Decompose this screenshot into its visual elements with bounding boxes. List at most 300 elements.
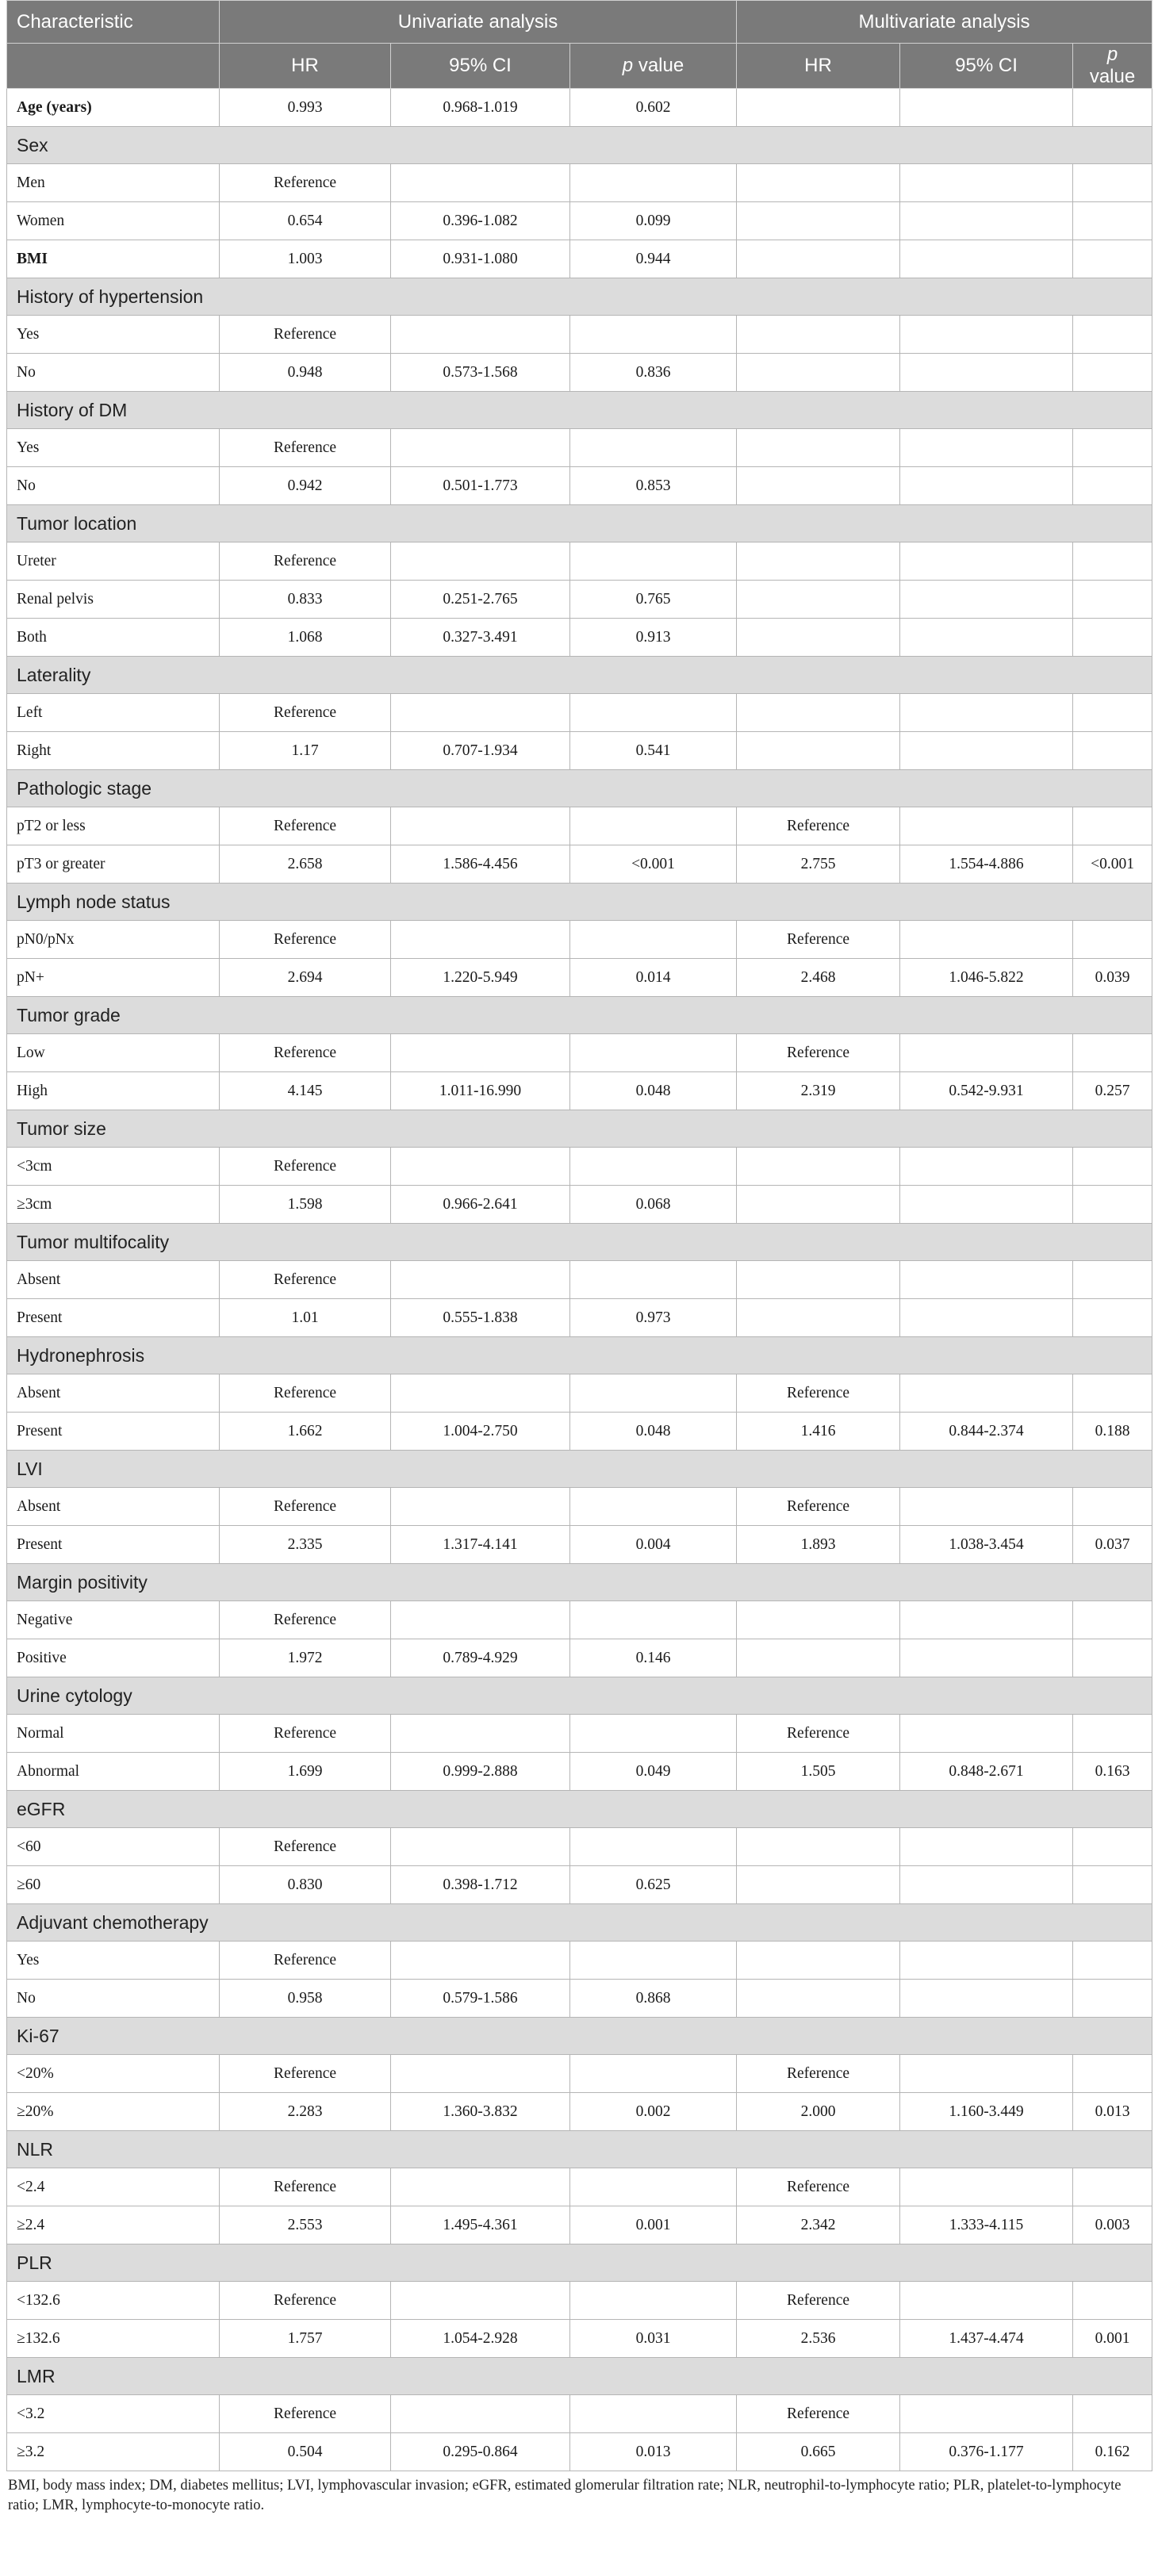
multi-p-cell — [1073, 429, 1152, 467]
table-row — [7, 429, 1152, 467]
multi-p-header — [1073, 44, 1152, 89]
p-italic: p — [622, 55, 634, 76]
multi-ci-cell — [900, 1261, 1073, 1299]
group-header-row — [7, 2131, 1152, 2168]
uni-ci-cell — [391, 1601, 570, 1639]
uni-hr-cell: 1.01 — [220, 1299, 391, 1337]
uni-hr-cell: Reference — [220, 316, 391, 354]
uni-ci-cell — [391, 164, 570, 202]
multi-hr-cell — [737, 202, 900, 240]
table-row — [7, 694, 1152, 732]
row-label: No — [7, 1980, 220, 2018]
multi-hr-cell: Reference — [737, 2168, 900, 2206]
uni-ci-cell: 0.968-1.019 — [391, 89, 570, 127]
multi-ci-cell — [900, 1148, 1073, 1186]
row-label: Both — [7, 619, 220, 657]
multi-ci-cell — [900, 1866, 1073, 1904]
uni-p-cell: 0.013 — [570, 2433, 737, 2471]
group-header-row — [7, 884, 1152, 921]
group-label: NLR — [7, 2131, 1152, 2168]
group-header-row — [7, 2358, 1152, 2395]
multi-ci-cell — [900, 1639, 1073, 1677]
group-header-row — [7, 1337, 1152, 1374]
p-rest: value — [633, 55, 684, 76]
multi-ci-cell: 0.848-2.671 — [900, 1753, 1073, 1791]
table-footnote: BMI, body mass index; DM, diabetes mellitus; LVI, lymphovascular invasion; eGFR, estimated glomerular filtration rate; NLR, neutrophil-to-lymphocyte ratio; PLR, platelet-to-lymphocyte ratio; LMR, lymphocyte-to-monocyte ratio. — [8, 2478, 1122, 2513]
multi-ci-cell: 1.046-5.822 — [900, 959, 1073, 997]
multi-p-cell — [1073, 2055, 1152, 2093]
uni-p-cell: 0.602 — [570, 89, 737, 127]
multi-ci-cell — [900, 1601, 1073, 1639]
group-label: Urine cytology — [7, 1677, 1152, 1715]
uni-ci-cell: 1.317-4.141 — [391, 1526, 570, 1564]
multi-hr-cell — [737, 1186, 900, 1224]
multi-hr-cell — [737, 1942, 900, 1980]
row-label: ≥3cm — [7, 1186, 220, 1224]
multi-p-cell — [1073, 1980, 1152, 2018]
multi-p-cell — [1073, 354, 1152, 392]
multi-hr-cell: 1.416 — [737, 1413, 900, 1451]
uni-ci-cell: 0.396-1.082 — [391, 202, 570, 240]
multi-hr-cell — [737, 581, 900, 619]
multi-hr-cell: 0.665 — [737, 2433, 900, 2471]
group-header-row — [7, 1451, 1152, 1488]
multi-ci-cell: 0.376-1.177 — [900, 2433, 1073, 2471]
uni-hr-cell: 0.993 — [220, 89, 391, 127]
uni-ci-cell: 0.931-1.080 — [391, 240, 570, 278]
uni-p-cell: 0.146 — [570, 1639, 737, 1677]
uni-p-cell — [570, 1715, 737, 1753]
uni-hr-cell: 1.972 — [220, 1639, 391, 1677]
row-label: ≥20% — [7, 2093, 220, 2131]
multi-ci-cell — [900, 2395, 1073, 2433]
row-label: pN0/pNx — [7, 921, 220, 959]
group-header-row — [7, 1224, 1152, 1261]
univariate-header: Univariate analysis — [220, 1, 737, 44]
group-label: Ki-67 — [7, 2018, 1152, 2055]
row-label: Positive — [7, 1639, 220, 1677]
table-row — [7, 807, 1152, 845]
multi-hr-cell: Reference — [737, 1374, 900, 1413]
multi-p-cell — [1073, 2395, 1152, 2433]
uni-p-cell — [570, 2168, 737, 2206]
multi-hr-cell — [737, 1866, 900, 1904]
multi-hr-cell: Reference — [737, 1715, 900, 1753]
multi-hr-cell — [737, 1828, 900, 1866]
uni-hr-cell: Reference — [220, 2168, 391, 2206]
group-label: Adjuvant chemotherapy — [7, 1904, 1152, 1942]
table-container — [6, 0, 1152, 2516]
multi-p-cell — [1073, 542, 1152, 581]
uni-hr-cell: 1.757 — [220, 2320, 391, 2358]
multi-ci-cell — [900, 1980, 1073, 2018]
multi-ci-cell: 0.542-9.931 — [900, 1072, 1073, 1110]
multi-p-cell — [1073, 240, 1152, 278]
uni-hr-cell: Reference — [220, 1601, 391, 1639]
uni-hr-cell: 2.335 — [220, 1526, 391, 1564]
group-header-row — [7, 127, 1152, 164]
multi-p-cell — [1073, 581, 1152, 619]
row-label: pN+ — [7, 959, 220, 997]
multi-ci-cell — [900, 1299, 1073, 1337]
multi-ci-cell: 1.038-3.454 — [900, 1526, 1073, 1564]
multi-ci-header: 95% CI — [900, 44, 1073, 89]
characteristic-header: Characteristic — [7, 1, 220, 44]
uni-hr-cell: Reference — [220, 1942, 391, 1980]
uni-hr-cell: 2.694 — [220, 959, 391, 997]
multi-hr-cell — [737, 1261, 900, 1299]
uni-hr-cell: 1.17 — [220, 732, 391, 770]
row-label: BMI — [7, 240, 220, 278]
multi-p-cell — [1073, 1261, 1152, 1299]
uni-hr-cell: Reference — [220, 2055, 391, 2093]
uni-p-cell: 0.004 — [570, 1526, 737, 1564]
uni-hr-cell: Reference — [220, 2395, 391, 2433]
multi-ci-cell: 0.844-2.374 — [900, 1413, 1073, 1451]
table-row — [7, 1186, 1152, 1224]
uni-ci-cell: 0.555-1.838 — [391, 1299, 570, 1337]
uni-p-cell — [570, 542, 737, 581]
uni-p-cell: 0.031 — [570, 2320, 737, 2358]
row-label: <3.2 — [7, 2395, 220, 2433]
row-label: ≥3.2 — [7, 2433, 220, 2471]
multi-p-cell — [1073, 1034, 1152, 1072]
multi-p-cell — [1073, 164, 1152, 202]
multi-p-cell — [1073, 619, 1152, 657]
table-row — [7, 542, 1152, 581]
uni-hr-cell: Reference — [220, 694, 391, 732]
multi-hr-cell — [737, 1601, 900, 1639]
multi-ci-cell — [900, 2168, 1073, 2206]
multi-ci-cell — [900, 316, 1073, 354]
row-label: Negative — [7, 1601, 220, 1639]
table-row — [7, 2282, 1152, 2320]
multi-hr-cell: Reference — [737, 807, 900, 845]
uni-p-cell: 0.068 — [570, 1186, 737, 1224]
uni-hr-cell: 1.598 — [220, 1186, 391, 1224]
uni-hr-cell: 2.283 — [220, 2093, 391, 2131]
uni-hr-header: HR — [220, 44, 391, 89]
uni-p-cell: 0.049 — [570, 1753, 737, 1791]
table-row — [7, 1639, 1152, 1677]
row-label: Absent — [7, 1374, 220, 1413]
multi-p-cell — [1073, 732, 1152, 770]
multi-ci-cell — [900, 619, 1073, 657]
uni-hr-cell: Reference — [220, 921, 391, 959]
table-row — [7, 581, 1152, 619]
uni-ci-cell: 0.999-2.888 — [391, 1753, 570, 1791]
group-header-row — [7, 657, 1152, 694]
uni-p-cell: 0.944 — [570, 240, 737, 278]
table-row — [7, 240, 1152, 278]
uni-ci-cell — [391, 316, 570, 354]
uni-p-cell — [570, 164, 737, 202]
group-label: Pathologic stage — [7, 770, 1152, 807]
uni-hr-cell: 1.003 — [220, 240, 391, 278]
uni-p-cell — [570, 1148, 737, 1186]
uni-ci-cell: 0.707-1.934 — [391, 732, 570, 770]
table-row — [7, 2320, 1152, 2358]
multi-p-cell — [1073, 316, 1152, 354]
group-header-row — [7, 2018, 1152, 2055]
uni-hr-cell: 0.504 — [220, 2433, 391, 2471]
row-label: ≥60 — [7, 1866, 220, 1904]
uni-hr-cell: 1.699 — [220, 1753, 391, 1791]
multi-ci-cell — [900, 542, 1073, 581]
multi-p-cell — [1073, 921, 1152, 959]
row-label: Yes — [7, 1942, 220, 1980]
multi-hr-cell — [737, 542, 900, 581]
multi-p-cell — [1073, 1828, 1152, 1866]
uni-p-cell: 0.048 — [570, 1413, 737, 1451]
uni-p-cell: 0.002 — [570, 2093, 737, 2131]
multi-ci-cell — [900, 1034, 1073, 1072]
multi-p-cell: 0.003 — [1073, 2206, 1152, 2244]
row-label: Men — [7, 164, 220, 202]
multi-p-cell — [1073, 2168, 1152, 2206]
multi-hr-cell — [737, 619, 900, 657]
row-label: pT3 or greater — [7, 845, 220, 884]
table-row — [7, 1866, 1152, 1904]
multi-ci-cell: 1.160-3.449 — [900, 2093, 1073, 2131]
uni-hr-cell: Reference — [220, 164, 391, 202]
uni-hr-cell: Reference — [220, 1034, 391, 1072]
table-row — [7, 1413, 1152, 1451]
multi-p-cell: 0.257 — [1073, 1072, 1152, 1110]
uni-p-cell — [570, 1828, 737, 1866]
multi-hr-cell — [737, 694, 900, 732]
multi-p-cell — [1073, 1488, 1152, 1526]
multi-ci-cell — [900, 2055, 1073, 2093]
table-row — [7, 619, 1152, 657]
multi-p-cell — [1073, 1374, 1152, 1413]
uni-p-cell — [570, 2395, 737, 2433]
table-row — [7, 1715, 1152, 1753]
multi-p-cell — [1073, 1639, 1152, 1677]
uni-ci-cell — [391, 921, 570, 959]
multi-ci-cell — [900, 1374, 1073, 1413]
multi-ci-cell: 1.333-4.115 — [900, 2206, 1073, 2244]
uni-p-cell — [570, 1488, 737, 1526]
uni-ci-cell: 0.295-0.864 — [391, 2433, 570, 2471]
table-row — [7, 1753, 1152, 1791]
multivariate-header: Multivariate analysis — [737, 1, 1152, 44]
multi-p-cell — [1073, 1601, 1152, 1639]
uni-p-cell — [570, 921, 737, 959]
group-label: Margin positivity — [7, 1564, 1152, 1601]
uni-hr-cell: 1.662 — [220, 1413, 391, 1451]
uni-ci-cell: 0.501-1.773 — [391, 467, 570, 505]
uni-ci-cell — [391, 542, 570, 581]
group-header-row — [7, 392, 1152, 429]
uni-ci-cell — [391, 2395, 570, 2433]
multi-p-cell — [1073, 2282, 1152, 2320]
group-header-row — [7, 1677, 1152, 1715]
uni-p-cell — [570, 1374, 737, 1413]
multi-ci-cell — [900, 694, 1073, 732]
uni-ci-cell: 1.011-16.990 — [391, 1072, 570, 1110]
uni-ci-cell: 0.398-1.712 — [391, 1866, 570, 1904]
group-header-row — [7, 2244, 1152, 2282]
multi-p-cell: 0.163 — [1073, 1753, 1152, 1791]
multi-ci-cell — [900, 581, 1073, 619]
row-label: Present — [7, 1299, 220, 1337]
group-label: LMR — [7, 2358, 1152, 2395]
multi-ci-cell — [900, 164, 1073, 202]
uni-p-cell: 0.014 — [570, 959, 737, 997]
uni-p-cell: 0.836 — [570, 354, 737, 392]
group-label: LVI — [7, 1451, 1152, 1488]
uni-p-cell: 0.625 — [570, 1866, 737, 1904]
table-row — [7, 316, 1152, 354]
multi-p-cell: 0.037 — [1073, 1526, 1152, 1564]
uni-ci-cell — [391, 2168, 570, 2206]
uni-ci-cell — [391, 1942, 570, 1980]
uni-ci-cell — [391, 1828, 570, 1866]
multi-p-cell — [1073, 694, 1152, 732]
multi-ci-cell — [900, 1715, 1073, 1753]
multi-p-cell: 0.001 — [1073, 2320, 1152, 2358]
uni-ci-cell — [391, 1148, 570, 1186]
multi-ci-cell — [900, 429, 1073, 467]
multi-hr-cell — [737, 1148, 900, 1186]
uni-p-cell — [570, 429, 737, 467]
uni-hr-cell: Reference — [220, 1828, 391, 1866]
table-row — [7, 732, 1152, 770]
table-row — [7, 1488, 1152, 1526]
multi-ci-cell: 1.554-4.886 — [900, 845, 1073, 884]
uni-ci-cell — [391, 2282, 570, 2320]
multi-hr-cell: 2.319 — [737, 1072, 900, 1110]
group-label: PLR — [7, 2244, 1152, 2282]
table-row — [7, 164, 1152, 202]
uni-hr-cell: Reference — [220, 1374, 391, 1413]
uni-hr-cell: 4.145 — [220, 1072, 391, 1110]
row-label: Yes — [7, 316, 220, 354]
multi-p-cell — [1073, 807, 1152, 845]
group-header-row — [7, 1110, 1152, 1148]
uni-ci-cell — [391, 1374, 570, 1413]
table-row — [7, 1261, 1152, 1299]
uni-hr-cell: 0.942 — [220, 467, 391, 505]
uni-ci-cell — [391, 694, 570, 732]
multi-hr-cell: Reference — [737, 1034, 900, 1072]
row-label: Normal — [7, 1715, 220, 1753]
multi-hr-cell — [737, 732, 900, 770]
multi-p-cell — [1073, 1715, 1152, 1753]
uni-ci-cell — [391, 2055, 570, 2093]
multi-hr-cell: Reference — [737, 921, 900, 959]
multi-p-cell — [1073, 1942, 1152, 1980]
table-row — [7, 1299, 1152, 1337]
group-label: Laterality — [7, 657, 1152, 694]
uni-ci-cell — [391, 1488, 570, 1526]
multi-hr-cell: 2.000 — [737, 2093, 900, 2131]
group-label: Hydronephrosis — [7, 1337, 1152, 1374]
p-rest: value — [1089, 66, 1136, 87]
uni-p-cell: 0.099 — [570, 202, 737, 240]
multi-p-cell — [1073, 1866, 1152, 1904]
table-row — [7, 2093, 1152, 2131]
multi-hr-cell — [737, 89, 900, 127]
uni-hr-cell: 1.068 — [220, 619, 391, 657]
row-label: Left — [7, 694, 220, 732]
table-row — [7, 1526, 1152, 1564]
group-label: Tumor multifocality — [7, 1224, 1152, 1261]
row-label: Yes — [7, 429, 220, 467]
uni-p-cell — [570, 1942, 737, 1980]
table-row — [7, 1942, 1152, 1980]
uni-hr-cell: 0.958 — [220, 1980, 391, 2018]
multi-hr-header: HR — [737, 44, 900, 89]
uni-hr-cell: Reference — [220, 807, 391, 845]
uni-ci-cell: 1.360-3.832 — [391, 2093, 570, 2131]
uni-hr-cell: Reference — [220, 1148, 391, 1186]
table-row — [7, 921, 1152, 959]
uni-ci-cell — [391, 1715, 570, 1753]
uni-p-cell — [570, 694, 737, 732]
multi-ci-cell — [900, 240, 1073, 278]
row-label: Abnormal — [7, 1753, 220, 1791]
row-label: <20% — [7, 2055, 220, 2093]
uni-ci-cell: 0.966-2.641 — [391, 1186, 570, 1224]
table-row — [7, 1980, 1152, 2018]
uni-hr-cell: Reference — [220, 1261, 391, 1299]
group-header-row — [7, 997, 1152, 1034]
group-label: Tumor size — [7, 1110, 1152, 1148]
row-label: ≥2.4 — [7, 2206, 220, 2244]
uni-ci-cell: 0.579-1.586 — [391, 1980, 570, 2018]
uni-p-cell: 0.868 — [570, 1980, 737, 2018]
table-row — [7, 1034, 1152, 1072]
multi-hr-cell — [737, 164, 900, 202]
uni-hr-cell: 0.833 — [220, 581, 391, 619]
row-label: Renal pelvis — [7, 581, 220, 619]
table-row — [7, 202, 1152, 240]
multi-hr-cell: Reference — [737, 2282, 900, 2320]
table-row — [7, 845, 1152, 884]
multi-hr-cell: Reference — [737, 2055, 900, 2093]
multi-ci-cell — [900, 732, 1073, 770]
multi-p-cell: 0.013 — [1073, 2093, 1152, 2131]
uni-p-cell — [570, 807, 737, 845]
multi-hr-cell — [737, 1980, 900, 2018]
uni-p-cell: 0.765 — [570, 581, 737, 619]
group-label: Tumor grade — [7, 997, 1152, 1034]
group-header-row — [7, 1904, 1152, 1942]
uni-p-cell — [570, 1601, 737, 1639]
multi-hr-cell: 2.342 — [737, 2206, 900, 2244]
table-header — [7, 1, 1152, 89]
group-label: eGFR — [7, 1791, 1152, 1828]
uni-ci-cell — [391, 1261, 570, 1299]
uni-hr-cell: 2.658 — [220, 845, 391, 884]
table-row — [7, 2168, 1152, 2206]
table-row — [7, 354, 1152, 392]
uni-p-header — [570, 44, 737, 89]
multi-ci-cell — [900, 1828, 1073, 1866]
uni-hr-cell: Reference — [220, 2282, 391, 2320]
row-label: Age (years) — [7, 89, 220, 127]
uni-p-cell: 0.973 — [570, 1299, 737, 1337]
multi-hr-cell: 2.468 — [737, 959, 900, 997]
group-header-row — [7, 1564, 1152, 1601]
multi-hr-cell — [737, 316, 900, 354]
multi-ci-cell — [900, 1942, 1073, 1980]
uni-hr-cell: 0.948 — [220, 354, 391, 392]
group-label: History of hypertension — [7, 278, 1152, 316]
table-row — [7, 1072, 1152, 1110]
